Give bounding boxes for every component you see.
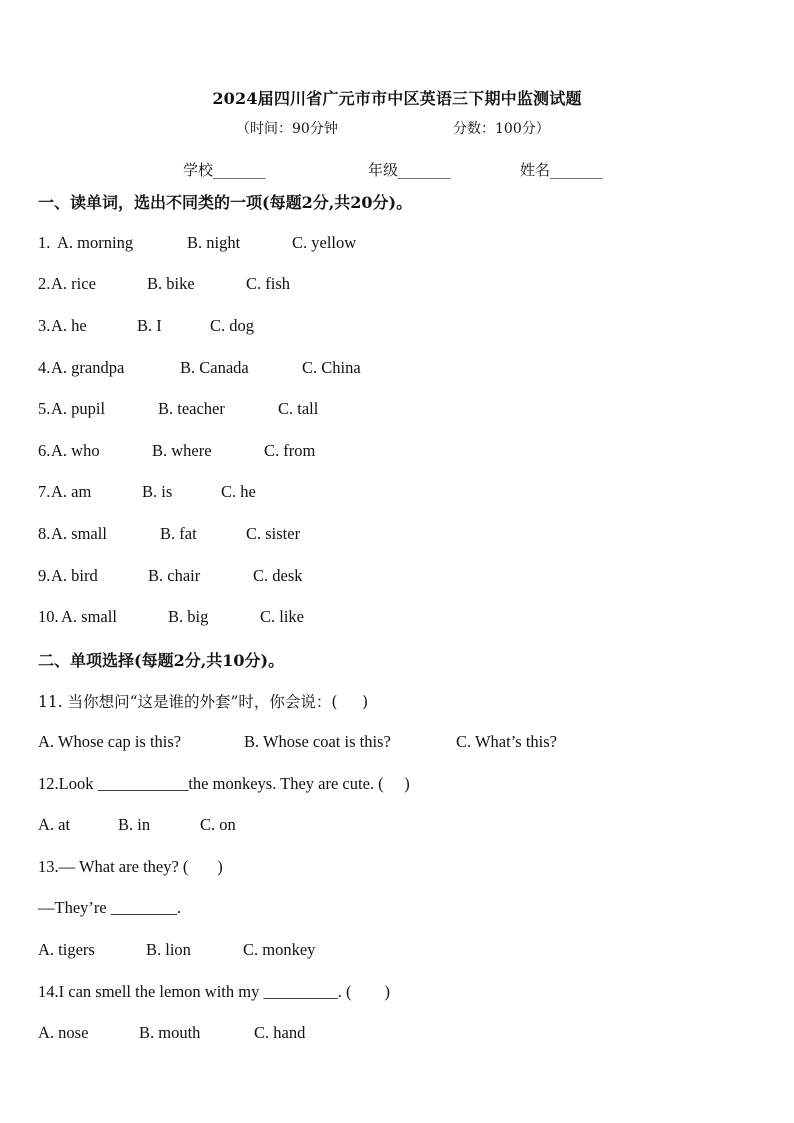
grade-field: 年级_______: [368, 161, 451, 179]
question-stem: 13.— What are they? ( ): [38, 857, 223, 876]
question-number: 4.: [38, 358, 51, 377]
option-a: A. pupil: [51, 399, 106, 418]
option-c: C. sister: [246, 524, 301, 543]
option-a: A. tigers: [38, 940, 95, 959]
option-c: C. monkey: [243, 940, 316, 959]
option-c: C. fish: [246, 274, 291, 293]
option-b: B. Whose coat is this?: [244, 732, 391, 751]
question-number: 2.: [38, 274, 51, 293]
option-a: A. am: [51, 482, 92, 501]
option-b: B. in: [118, 815, 151, 834]
option-b: B. lion: [146, 940, 191, 959]
option-a: A. who: [51, 441, 100, 460]
option-b: B. is: [142, 482, 173, 501]
option-b: B. chair: [148, 566, 201, 585]
exam-score: 分数：100分）: [453, 121, 550, 137]
option-b: B. mouth: [139, 1023, 201, 1042]
option-a: A. nose: [38, 1023, 89, 1042]
option-a: A. he: [51, 316, 87, 335]
answer-line: —They’re ________.: [38, 898, 181, 917]
option-c: C. yellow: [292, 233, 357, 252]
name-field: 姓名_______: [520, 161, 603, 179]
option-c: C. dog: [210, 316, 255, 335]
option-c: C. like: [260, 607, 304, 626]
question-stem: 12.Look ___________the monkeys. They are cute. ( ): [38, 774, 410, 793]
question-number: 9.: [38, 566, 51, 585]
option-b: B. bike: [147, 274, 195, 293]
option-a: A. morning: [57, 233, 134, 252]
option-a: A. Whose cap is this?: [38, 732, 182, 751]
option-c: C. desk: [253, 566, 303, 585]
page-title: 2024届四川省广元市市中区英语三下期中监测试题: [212, 89, 582, 108]
question-number: 7.: [38, 482, 51, 501]
question-number: 5.: [38, 399, 51, 418]
section2-heading: 二、单项选择(每题2分,共10分)。: [38, 651, 285, 670]
option-c: C. tall: [278, 399, 319, 418]
option-b: B. fat: [160, 524, 197, 543]
school-field: 学校_______: [183, 161, 266, 179]
option-c: C. he: [221, 482, 256, 501]
exam-time: （时间：90分钟: [236, 121, 338, 137]
option-b: B. night: [187, 233, 241, 252]
section1-heading: 一、读单词，选出不同类的一项(每题2分,共20分)。: [38, 193, 413, 212]
option-c: C. What’s this?: [456, 732, 557, 751]
option-a: A. bird: [51, 566, 98, 585]
question-number: 8.: [38, 524, 51, 543]
option-b: B. I: [137, 316, 162, 335]
option-a: A. rice: [51, 274, 96, 293]
option-a: A. grandpa: [51, 358, 125, 377]
option-c: C. on: [200, 815, 236, 834]
option-c: C. China: [302, 358, 361, 377]
option-b: B. teacher: [158, 399, 225, 418]
option-a: A. at: [38, 815, 71, 834]
option-b: B. where: [152, 441, 212, 460]
option-b: B. Canada: [180, 358, 249, 377]
question-stem: 14.I can smell the lemon with my _________. ( ): [38, 982, 390, 1001]
question-number: 3.: [38, 316, 51, 335]
option-a: A. small: [61, 607, 117, 626]
question-number: 10.: [38, 607, 59, 626]
question-stem: 11. 当你想问“这是谁的外套”时，你会说：( ): [38, 693, 369, 711]
option-b: B. big: [168, 607, 209, 626]
option-a: A. small: [51, 524, 107, 543]
question-number: 6.: [38, 441, 51, 460]
option-c: C. from: [264, 441, 316, 460]
question-number: 1.: [38, 233, 55, 252]
option-c: C. hand: [254, 1023, 306, 1042]
